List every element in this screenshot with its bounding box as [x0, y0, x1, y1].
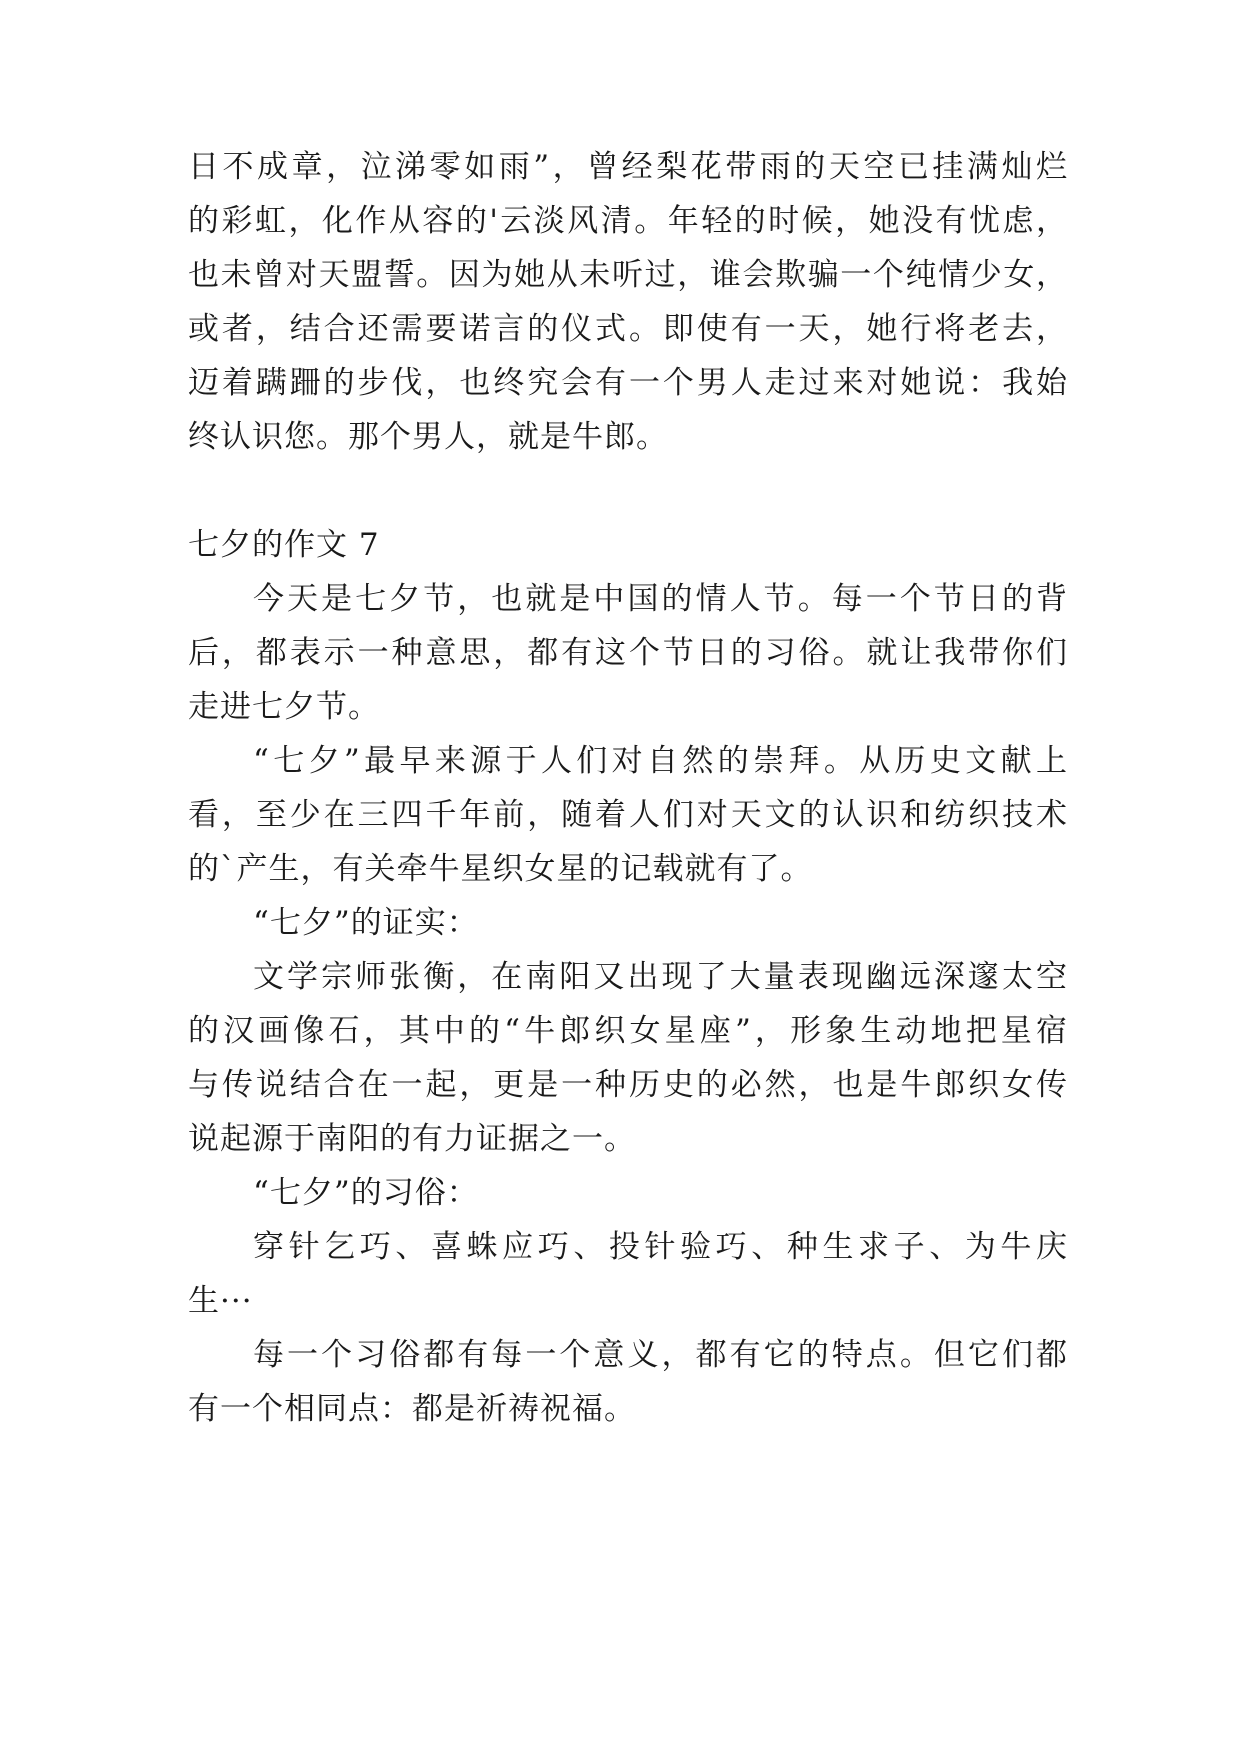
paragraph-line: 今天是七夕节，也就是中国的情人节。每一个节日的背 [253, 581, 1068, 617]
section-title: 七夕的作文 7 [188, 527, 380, 563]
paragraph-line: 穿针乞巧、喜蛛应巧、投针验巧、种生求子、为牛庆 [253, 1229, 1068, 1265]
paragraph-line: 走进七夕节。 [188, 689, 380, 725]
paragraph-line: 或者，结合还需要诺言的仪式。即使有一天，她行将老去， [188, 311, 1068, 347]
paragraph-line: 每一个习俗都有每一个意义，都有它的特点。但它们都 [253, 1337, 1068, 1373]
paragraph-line: 日不成章，泣涕零如雨”，曾经梨花带雨的天空已挂满灿烂 [188, 149, 1068, 185]
paragraph-line: 迈着蹒跚的步伐，也终究会有一个男人走过来对她说：我始 [188, 365, 1068, 401]
paragraph-line: 的汉画像石，其中的“牛郎织女星座”，形象生动地把星宿 [188, 1013, 1068, 1049]
paragraph-line: 与传说结合在一起，更是一种历史的必然，也是牛郎织女传 [188, 1067, 1068, 1103]
paragraph-line: 也未曾对天盟誓。因为她从未听过，谁会欺骗一个纯情少女， [188, 257, 1068, 293]
paragraph-line: “七夕”最早来源于人们对自然的崇拜。从历史文献上 [253, 743, 1068, 779]
subheading: “七夕”的证实： [253, 905, 479, 941]
paragraph-line: 文学宗师张衡，在南阳又出现了大量表现幽远深邃太空 [253, 959, 1068, 995]
paragraph-line: 后，都表示一种意思，都有这个节日的习俗。就让我带你们 [188, 635, 1068, 671]
paragraph-line: 的彩虹，化作从容的'云淡风清。年轻的时候，她没有忧虑， [188, 203, 1068, 239]
paragraph-line: 说起源于南阳的有力证据之一。 [188, 1121, 636, 1157]
paragraph-line: 看，至少在三四千年前，随着人们对天文的认识和纺织技术 [188, 797, 1068, 833]
subheading: “七夕”的习俗： [253, 1175, 479, 1211]
paragraph-line: 有一个相同点：都是祈祷祝福。 [188, 1391, 636, 1427]
paragraph-line: 的`产生，有关牵牛星织女星的记载就有了。 [188, 851, 813, 887]
paragraph-line: 终认识您。那个男人，就是牛郎。 [188, 419, 668, 455]
paragraph-line: 生··· [188, 1283, 253, 1319]
